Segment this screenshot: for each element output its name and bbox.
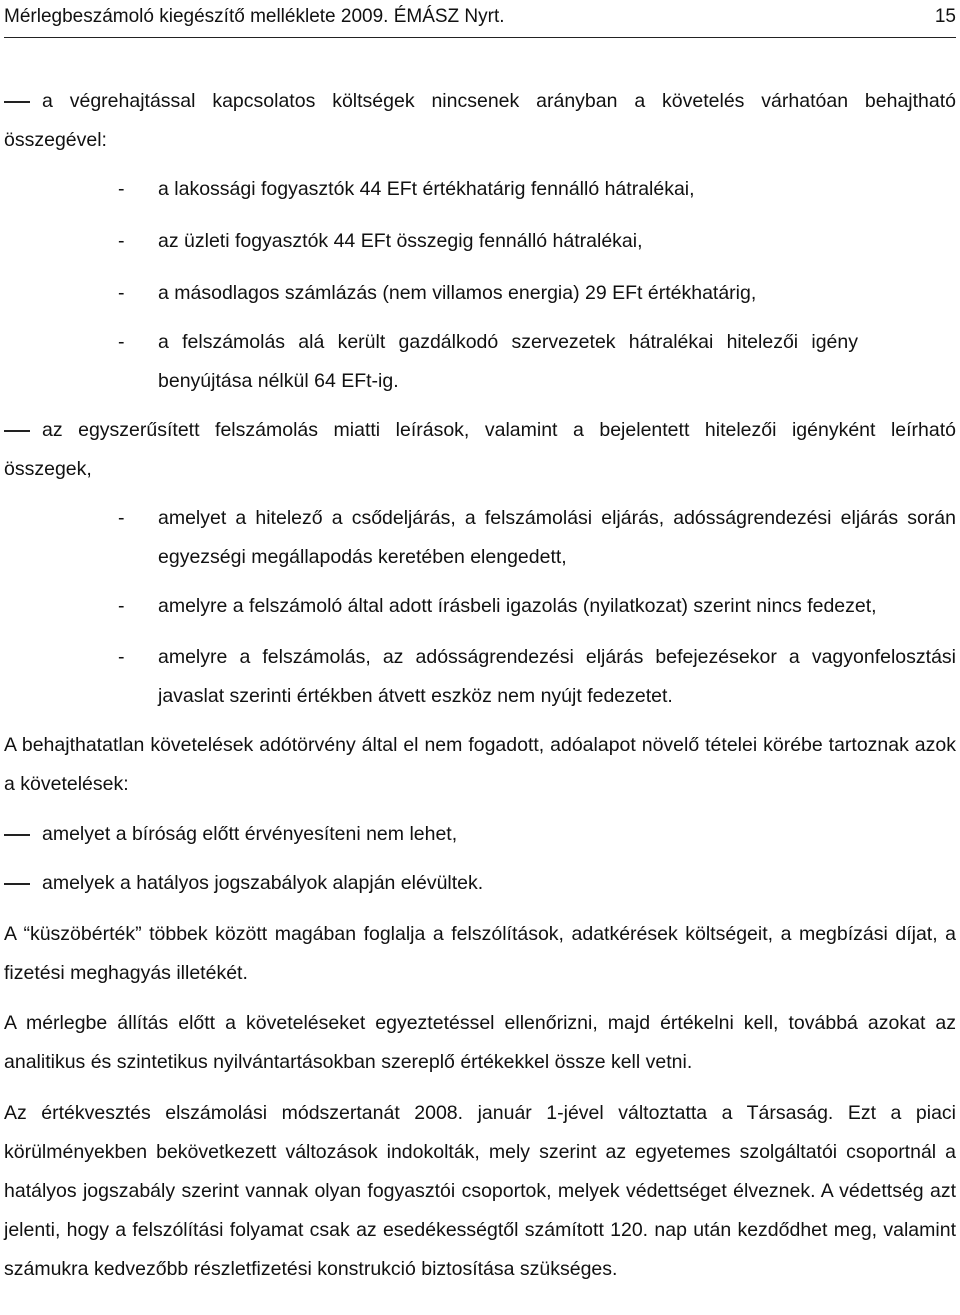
- hyphen-bullet: -: [118, 646, 125, 668]
- paragraph: A “küszöbérték” többek között magában foglalja a felszólítások, adatkérések költségeit, a megbízási díjat, a fizetési meghagyás illetékét.: [4, 923, 956, 984]
- list-item: [4, 411, 956, 450]
- list-item-line: az egyszerűsített felszámolás miatti leírások, valamint a bejelentett hitelezői igényként leírható: [42, 419, 956, 441]
- paragraph: A behajthatatlan követelések adótörvény által el nem fogadott, adóalapot növelő tételei körébe tartoznak azok a követelések:: [4, 734, 956, 795]
- list-item: [4, 82, 956, 121]
- list-item-continuation: összegek,: [4, 458, 92, 480]
- sub-list-item: [118, 499, 956, 577]
- sub-list-item-text: a másodlagos számlázás (nem villamos energia) 29 EFt értékhatárig,: [158, 282, 757, 304]
- paragraph: A mérlegbe állítás előtt a követeléseket egyeztetéssel ellenőrizni, majd értékelni kell, továbbá azokat az analitikus és szintetikus nyilvántartásokban szereplő értékekkel össze kell vetni.: [4, 1012, 956, 1073]
- hyphen-bullet: -: [118, 595, 125, 617]
- list-item-text: amelyet a bíróság előtt érvényesíteni nem lehet,: [42, 823, 458, 845]
- hyphen-bullet: -: [118, 282, 125, 304]
- list-item-continuation: összegével:: [4, 129, 107, 151]
- sub-list-item: [118, 587, 956, 626]
- sub-list-item: [118, 323, 956, 401]
- hyphen-bullet: -: [118, 331, 125, 353]
- list-item: [4, 864, 956, 903]
- sub-list-item: [118, 170, 956, 209]
- hyphen-bullet: -: [118, 507, 125, 529]
- dash-bullet-icon: [4, 430, 30, 432]
- hyphen-bullet: -: [118, 178, 125, 200]
- list-item-text: amelyek a hatályos jogszabályok alapján elévültek.: [42, 872, 484, 894]
- dash-bullet-icon: [4, 883, 30, 885]
- document-title: Mérlegbeszámoló kiegészítő melléklete 2009. ÉMÁSZ Nyrt.: [4, 6, 505, 27]
- sub-list-item: [118, 222, 956, 261]
- sub-list-item-text: a felszámolás alá került gazdálkodó szervezetek hátralékai hitelezői igény benyújtása nélkül 64 EFt-ig.: [158, 331, 858, 392]
- paragraph: Az értékvesztés elszámolási módszertanát 2008. január 1-jével változtatta a Társaság. Ezt a piaci körülményekben bekövetkezett változások indokolták, mely szerint az egyetemes szolgáltatói csoportnál a hatályos jogszabály szerint vannak olyan fogyasztói csoportok, melyek védettséget élveznek. A védettség azt jelenti, hogy a felszólítási folyamat csak az esedékességtől számított 120. nap után kezdődhet meg, valamint számukra kedvezőbb részletfizetési konstrukció biztosítása szükséges.: [4, 1102, 956, 1280]
- page-header: [4, 4, 956, 38]
- sub-list-item-text: amelyre a felszámolás, az adósságrendezési eljárás befejezésekor a vagyonfelosztási javaslat szerinti értékben átvett eszköz nem nyújt fedezetet.: [158, 646, 956, 707]
- dash-bullet-icon: [4, 101, 30, 103]
- sub-list-item-text: a lakossági fogyasztók 44 EFt értékhatárig fennálló hátralékai,: [158, 178, 695, 200]
- sub-list-item-text: amelyet a hitelező a csődeljárás, a felszámolási eljárás, adósságrendezési eljárás során egyezségi megállapodás keretében elengedett,: [158, 507, 956, 568]
- dash-bullet-icon: [4, 834, 30, 836]
- list-item-line: a végrehajtással kapcsolatos költségek nincsenek arányban a követelés várhatóan behajtható: [42, 90, 956, 112]
- sub-list-item: [118, 274, 956, 313]
- sub-list-item-text: az üzleti fogyasztók 44 EFt összegig fennálló hátralékai,: [158, 230, 643, 252]
- sub-list-item-text: amelyre a felszámoló által adott írásbeli igazolás (nyilatkozat) szerint nincs fedezet,: [158, 595, 877, 617]
- sub-list-item: [118, 638, 956, 716]
- hyphen-bullet: -: [118, 230, 125, 252]
- page-number: 15: [934, 6, 956, 27]
- list-item: [4, 815, 956, 854]
